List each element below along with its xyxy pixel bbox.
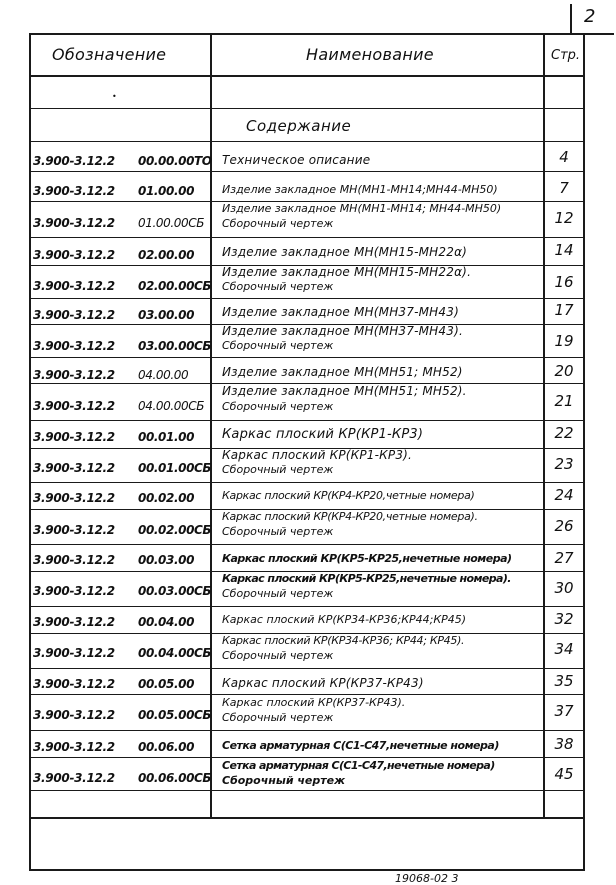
row-series: 3.900-3.12.2 — [33, 615, 115, 629]
row-separator — [29, 790, 585, 791]
row-name: Каркас плоский КР(КР4-КР20,четные номера) — [222, 489, 475, 502]
row-name: Изделие закладное МН(МН51; МН52) — [222, 365, 463, 379]
row-name-line2: Сборочный чертеж — [222, 339, 334, 352]
row-page: 7 — [559, 179, 569, 197]
row-name-line1: Сетка арматурная С(С1-С47,нечетные номера) — [222, 759, 495, 772]
row-page: 17 — [554, 301, 574, 319]
row-code: 00.06.00СБ — [138, 771, 212, 785]
row-code: 00.02.00СБ — [138, 523, 212, 537]
row-page: 14 — [554, 241, 574, 259]
row-name: Техническое описание — [222, 153, 371, 167]
row-separator — [29, 237, 585, 238]
frame-bottom — [29, 869, 585, 871]
row-separator — [29, 817, 585, 819]
row-page: 30 — [554, 579, 574, 597]
row-name: Изделие закладное МН(МН1-МН14;МН44-МН50) — [222, 183, 498, 196]
row-name: Каркас плоский КР(КР34-КР36;КР44;КР45) — [222, 613, 467, 626]
row-separator — [29, 606, 585, 607]
row-code: 00.06.00 — [138, 740, 195, 754]
row-name: Сетка арматурная С(С1-С47,нечетные номера) — [222, 739, 499, 752]
row-name-line2: Сборочный чертеж — [222, 400, 334, 413]
row-code: 01.00.00 — [138, 184, 195, 198]
row-name-line1: Каркас плоский КР(КР37-КР43). — [222, 696, 406, 709]
row-page: 45 — [554, 765, 574, 783]
row-separator — [29, 668, 585, 669]
row-name: Каркас плоский КР(КР1-КР3) — [222, 427, 424, 442]
row-name-line1: Изделие закладное МН(МН1-МН14; МН44-МН50) — [222, 202, 502, 215]
row-name-line2: Сборочный чертеж — [222, 774, 346, 787]
row-name: Изделие закладное МН(МН15-МН22α) — [222, 245, 468, 259]
frame-left — [29, 33, 31, 871]
row-separator — [29, 757, 585, 758]
row-code: 01.00.00СБ — [138, 216, 205, 230]
row-code: 02.00.00СБ — [138, 279, 212, 293]
row-separator — [29, 730, 585, 731]
row-name-line1: Изделие закладное МН(МН37-МН43). — [222, 324, 463, 338]
row-page: 16 — [554, 273, 574, 291]
row-code: 00.02.00 — [138, 491, 195, 505]
row-series: 3.900-3.12.2 — [33, 308, 115, 322]
row-series: 3.900-3.12.2 — [33, 771, 115, 785]
header-page: Стр. — [551, 48, 581, 63]
footer-number: 19068-02 3 — [395, 872, 459, 885]
row-code: 00.01.00СБ — [138, 461, 212, 475]
row-page: 24 — [554, 486, 574, 504]
row-series: 3.900-3.12.2 — [33, 339, 115, 353]
row-divider-blank-2 — [29, 141, 585, 142]
row-code: 02.00.00 — [138, 248, 195, 262]
row-name-line2: Сборочный чертеж — [222, 280, 334, 293]
row-name-line1: Каркас плоский КР(КР5-КР25,нечетные номера). — [222, 572, 511, 585]
row-separator — [29, 694, 585, 695]
row-series: 3.900-3.12.2 — [33, 677, 115, 691]
row-separator — [29, 482, 585, 483]
row-page: 38 — [554, 735, 574, 753]
row-separator — [29, 171, 585, 172]
row-series: 3.900-3.12.2 — [33, 584, 115, 598]
row-series: 3.900-3.12.2 — [33, 368, 115, 382]
row-code: 00.03.00 — [138, 553, 195, 567]
row-name-line2: Сборочный чертеж — [222, 649, 334, 662]
row-series: 3.900-3.12.2 — [33, 740, 115, 754]
row-name-line2: Сборочный чертеж — [222, 525, 334, 538]
row-name-line1: Каркас плоский КР(КР4-КР20,четные номера). — [222, 510, 478, 523]
row-code: 00.03.00СБ — [138, 584, 212, 598]
row-series: 3.900-3.12.2 — [33, 184, 115, 198]
row-series: 3.900-3.12.2 — [33, 553, 115, 567]
row-series: 3.900-3.12.2 — [33, 430, 115, 444]
row-page: 27 — [554, 549, 574, 567]
row-page: 23 — [554, 455, 574, 473]
row-series: 3.900-3.12.2 — [33, 399, 115, 413]
row-code: 03.00.00СБ — [138, 339, 212, 353]
row-separator — [29, 357, 585, 358]
row-name-line2: Сборочный чертеж — [222, 463, 334, 476]
row-name-line1: Каркас плоский КР(КР1-КР3). — [222, 448, 413, 462]
row-page: 21 — [554, 392, 574, 410]
row-separator — [29, 298, 585, 299]
frame-top — [29, 33, 585, 35]
header-divider — [29, 75, 585, 77]
row-name-line1: Каркас плоский КР(КР34-КР36; КР44; КР45). — [222, 634, 465, 647]
row-name-line2: Сборочный чертеж — [222, 711, 334, 724]
row-code: 00.04.00 — [138, 615, 195, 629]
row-name: Каркас плоский КР(КР37-КР43) — [222, 676, 424, 690]
row-separator — [29, 420, 585, 421]
row-code: 00.01.00 — [138, 430, 195, 444]
row-page: 4 — [559, 148, 569, 166]
header-name: Наименование — [306, 45, 434, 64]
row-series: 3.900-3.12.2 — [33, 646, 115, 660]
frame-right — [583, 33, 585, 871]
row-page: 32 — [554, 610, 574, 628]
header-designation: Обозначение — [52, 45, 167, 64]
row-series: 3.900-3.12.2 — [33, 708, 115, 722]
row-code: 00.05.00 — [138, 677, 195, 691]
row-separator — [29, 544, 585, 545]
row-page: 35 — [554, 672, 574, 690]
row-page: 12 — [554, 209, 574, 227]
row-name-line2: Сборочный чертеж — [222, 217, 334, 230]
sheet-number: 2 — [584, 6, 596, 27]
row-code: 00.00.00ТО — [138, 154, 212, 168]
column-divider-1 — [210, 33, 212, 819]
row-code: 00.05.00СБ — [138, 708, 212, 722]
row-series: 3.900-3.12.2 — [33, 216, 115, 230]
row-page: 20 — [554, 362, 574, 380]
row-code: 04.00.00СБ — [138, 399, 205, 413]
section-title: Содержание — [246, 117, 352, 135]
stray-dot: • — [112, 92, 117, 101]
row-name: Изделие закладное МН(МН37-МН43) — [222, 305, 459, 319]
row-series: 3.900-3.12.2 — [33, 461, 115, 475]
row-divider-blank-1 — [29, 108, 585, 109]
row-code: 03.00.00 — [138, 308, 195, 322]
row-page: 22 — [554, 424, 574, 442]
row-series: 3.900-3.12.2 — [33, 491, 115, 505]
row-name-line1: Изделие закладное МН(МН51; МН52). — [222, 384, 467, 398]
row-page: 37 — [554, 702, 574, 720]
row-series: 3.900-3.12.2 — [33, 279, 115, 293]
column-divider-2 — [543, 33, 545, 819]
row-name-line1: Изделие закладное МН(МН15-МН22α). — [222, 265, 472, 279]
sheet-number-box-left — [570, 4, 572, 34]
row-series: 3.900-3.12.2 — [33, 248, 115, 262]
row-page: 26 — [554, 517, 574, 535]
row-page: 34 — [554, 640, 574, 658]
row-series: 3.900-3.12.2 — [33, 154, 115, 168]
row-page: 19 — [554, 332, 574, 350]
row-series: 3.900-3.12.2 — [33, 523, 115, 537]
row-name-line2: Сборочный чертеж — [222, 587, 334, 600]
row-code: 04.00.00 — [138, 368, 189, 382]
row-name: Каркас плоский КР(КР5-КР25,нечетные номера) — [222, 552, 512, 565]
row-code: 00.04.00СБ — [138, 646, 212, 660]
